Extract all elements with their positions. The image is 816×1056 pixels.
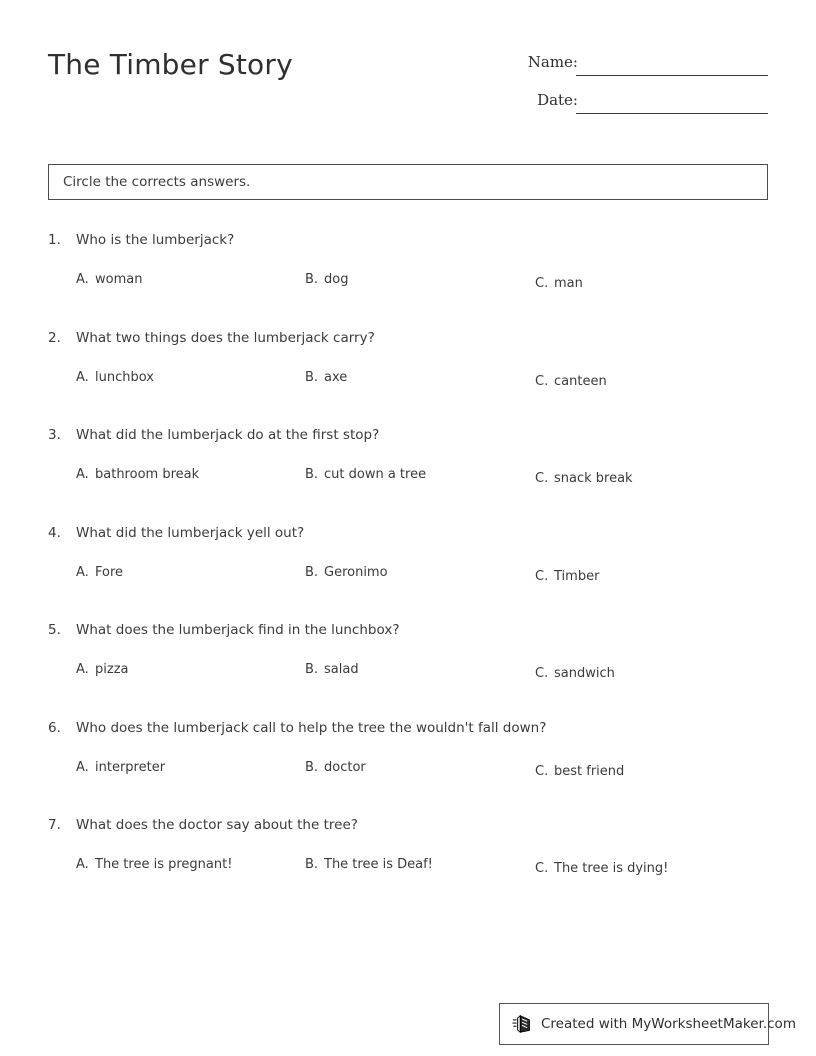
option-text: The tree is pregnant! — [95, 857, 233, 872]
answer-option-a[interactable] — [76, 272, 142, 287]
option-letter: A. — [76, 662, 89, 677]
option-text: man — [554, 276, 583, 291]
option-letter: C. — [535, 373, 549, 389]
option-text: interpreter — [95, 759, 166, 775]
question-list — [0, 228, 816, 911]
option-text: snack break — [554, 471, 633, 486]
option-letter: C. — [535, 471, 549, 486]
option-text: salad — [324, 662, 359, 677]
name-date-group — [500, 50, 780, 126]
option-letter: C. — [535, 861, 549, 876]
question-number: 2. — [48, 329, 61, 346]
answer-option-b[interactable] — [305, 857, 433, 872]
option-text: canteen — [554, 373, 607, 389]
option-letter: C. — [535, 763, 549, 779]
option-letter: C. — [535, 666, 549, 681]
answer-option-a[interactable] — [76, 370, 154, 385]
question-item — [0, 716, 816, 814]
answer-option-b[interactable] — [305, 565, 388, 580]
answer-option-c[interactable] — [535, 569, 599, 584]
answer-option-c[interactable] — [535, 471, 633, 486]
question-item — [0, 813, 816, 911]
question-item — [0, 618, 816, 716]
option-letter: A. — [76, 467, 89, 482]
option-text: sandwich — [554, 666, 615, 681]
instruction-box — [48, 164, 768, 200]
answer-option-b[interactable] — [305, 760, 366, 775]
answer-option-b[interactable] — [305, 662, 359, 677]
answer-option-c[interactable] — [535, 666, 615, 681]
question-item — [0, 521, 816, 619]
option-letter: C. — [535, 276, 549, 291]
answer-option-c[interactable] — [535, 764, 624, 779]
question-item — [0, 423, 816, 521]
option-letter: B. — [305, 759, 319, 775]
name-label: Name: — [527, 53, 578, 71]
answer-option-b[interactable] — [305, 370, 347, 385]
option-letter: A. — [76, 272, 89, 287]
option-letter: B. — [305, 467, 319, 482]
option-text: cut down a tree — [324, 467, 427, 482]
option-text: Geronimo — [324, 564, 388, 580]
option-letter: B. — [305, 369, 319, 385]
option-text: The tree is Deaf! — [324, 857, 433, 872]
answer-option-a[interactable] — [76, 565, 123, 580]
question-number: 1. — [48, 232, 61, 248]
date-row — [500, 88, 780, 126]
option-text: axe — [324, 369, 348, 385]
option-letter: A. — [76, 564, 89, 580]
question-text: What does the lumberjack find in the lunchbox? — [76, 622, 400, 638]
option-letter: B. — [305, 272, 319, 287]
answer-option-c[interactable] — [535, 374, 607, 389]
name-row — [500, 50, 780, 88]
worksheet-header — [0, 0, 816, 130]
answer-option-a[interactable] — [76, 467, 199, 482]
option-letter: A. — [76, 369, 89, 385]
answer-option-a[interactable] — [76, 760, 165, 775]
question-number: 4. — [48, 524, 61, 541]
option-letter: B. — [305, 857, 319, 872]
question-text: What does the doctor say about the tree? — [76, 817, 358, 833]
option-text: bathroom break — [95, 467, 200, 482]
option-text: dog — [324, 272, 349, 287]
date-input-line[interactable] — [576, 113, 768, 114]
question-item — [0, 326, 816, 424]
question-text: What did the lumberjack do at the first stop? — [76, 427, 380, 443]
option-text: The tree is dying! — [554, 861, 669, 876]
option-text: woman — [95, 272, 143, 287]
question-number: 7. — [48, 817, 61, 833]
instruction-text: Circle the corrects answers. — [63, 174, 251, 190]
answer-option-c[interactable] — [535, 276, 583, 291]
option-text: best friend — [554, 763, 625, 779]
question-item — [0, 228, 816, 326]
option-text: pizza — [95, 662, 129, 677]
question-number: 6. — [48, 719, 61, 736]
option-letter: A. — [76, 759, 89, 775]
option-text: Fore — [95, 564, 124, 580]
question-text: What two things does the lumberjack carry? — [76, 329, 375, 346]
question-text: Who does the lumberjack call to help the tree the wouldn't fall down? — [76, 719, 547, 736]
option-text: doctor — [324, 759, 366, 775]
question-text: Who is the lumberjack? — [76, 232, 235, 248]
question-number: 3. — [48, 427, 61, 443]
question-number: 5. — [48, 622, 61, 638]
option-letter: A. — [76, 857, 89, 872]
created-with-badge[interactable] — [499, 1003, 796, 1045]
answer-option-a[interactable] — [76, 857, 232, 872]
worksheet-maker-logo-icon — [512, 1013, 534, 1035]
option-text: lunchbox — [95, 369, 154, 385]
date-label: Date: — [537, 91, 578, 109]
answer-option-a[interactable] — [76, 662, 128, 677]
answer-option-b[interactable] — [305, 467, 426, 482]
option-letter: B. — [305, 662, 319, 677]
name-input-line[interactable] — [576, 75, 768, 76]
page-title: The Timber Story — [48, 48, 293, 81]
answer-option-c[interactable] — [535, 861, 668, 876]
option-letter: B. — [305, 564, 319, 580]
answer-option-b[interactable] — [305, 272, 348, 287]
option-letter: C. — [535, 568, 549, 584]
option-text: Timber — [554, 568, 600, 584]
created-with-text: Created with MyWorksheetMaker.com — [541, 1016, 796, 1032]
question-text: What did the lumberjack yell out? — [76, 524, 305, 541]
